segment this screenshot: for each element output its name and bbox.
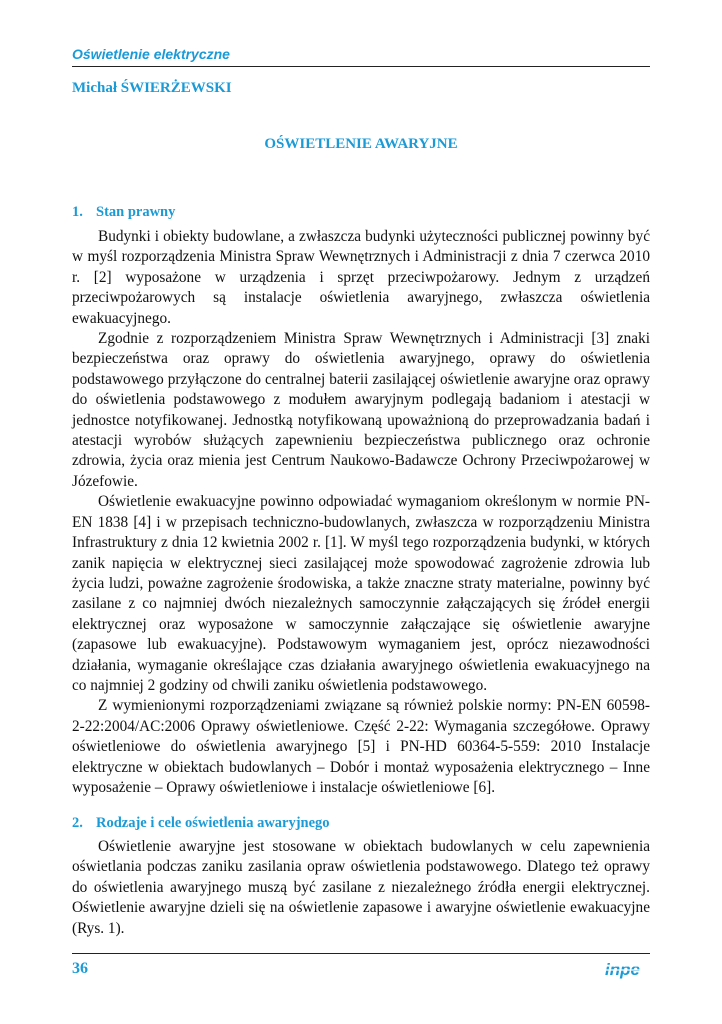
author-name: Michał ŚWIERŻEWSKI [72,80,232,96]
paragraph: Budynki i obiekty budowlane, a zwłaszcza budynki użyteczności publicznej powinny być w myśl rozporządzenia Ministra Spraw Wewnętrznych i Administracji z dnia 7 czerwca 2010 r. [2] wyposażone w urządzenia i sprzęt przeciwpożarowy. Jednym z urządzeń przeciwpożarowych są instalacje oświetlenia awaryjnego, zwłaszcza oświetlenia ewakuacyjnego. [72,228,650,327]
section-2-title: Rodzaje i cele oświetlenia awaryjnego [96,815,330,831]
article-title: OŚWIETLENIE AWARYJNE [264,136,458,152]
logo-text: inpe [605,960,640,979]
section-1-heading [72,204,175,221]
section-2-number: 2. [72,815,83,831]
section-1-number: 1. [72,204,83,220]
paragraph: Oświetlenie awaryjne jest stosowane w obiektach budowlanych w celu zapewnienia oświetlania podczas zaniku zasilania opraw oświetlenia podstawowego. Dlatego też oprawy do oświetlenia awaryjnego muszą być zasilane z niezależnego źródła energii elektrycznej. Oświetlenie awaryjne dzieli się na oświetlenie zapasowe i awaryjne oświetlenie ewakuacyjne (Rys. 1). [72,838,650,937]
header-rule [72,66,650,67]
section-2-heading [72,815,330,832]
paragraph: Oświetlenie ewakuacyjne powinno odpowiadać wymaganiom określonym w normie PN-EN 1838 [4] i w przepisach techniczno-budowlanych, zwłaszcza w rozporządzeniu Ministra Infrastruktury z dnia 12 kwietnia 2002 r. [1]. W myśl tego rozporządzenia budynki, w których zanik napięcia w elektrycznej sieci zasilającej może spowodować zagrożenie zdrowia lub życia ludzi, poważne zagrożenie środowiska, a także znaczne straty materialne, powinny być zasilane z co najmniej dwóch niezależnych samoczynnie załączających się źródeł energii elektrycznej oraz wyposażone w samoczynnie załączające się oświetlenie awaryjne (zapasowe lub ewakuacyjne). Podstawowym wymaganiem jest, oprócz niezawodności działania, wymaganie określające czas działania awaryjnego oświetlenia ewakuacyjnego na co najmniej 2 godziny od chwili zaniku oświetlenia podstawowego. [72,493,650,694]
paragraph: Z wymienionymi rozporządzeniami związane są również polskie normy: PN-EN 60598-2-22:2004/AC:2006 Oprawy oświetleniowe. Część 2-22: Wymagania szczegółowe. Oprawy oświetleniowe do oświetlenia awaryjnego [5] i PN-HD 60364-5-559: 2010 Instalacje elektryczne w obiektach budowlanych – Dobór i montaż wyposażenia elektrycznego – Inne wyposażenie – Oprawy oświetleniowe i instalacje oświetleniowe [6]. [72,697,650,796]
inpe-logo [604,959,650,979]
section-1-body [72,227,650,798]
section-2-body [72,837,650,939]
page-number: 36 [72,960,88,977]
paragraph: Zgodnie z rozporządzeniem Ministra Spraw Wewnętrznych i Administracji [3] znaki bezpieczeństwa oraz oprawy do oświetlenia awaryjnego, oprawy do oświetlenia podstawowego przyłączone do centralnej baterii zasilającej oświetlenie awaryjne oraz oprawy do oświetlenia podstawowego z modułem awaryjnym podlegają badaniom i atestacji w jednostce notyfikowanej. Jednostką notyfikowaną upoważnioną do przeprowadzania badań i atestacji wyrobów służących zapewnieniu bezpieczeństwa publicznego oraz ochronie zdrowia, życia oraz mienia jest Centrum Naukowo-Badawcze Ochrony Przeciwpożarowej w Józefowie. [72,330,650,490]
journal-running-head: Oświetlenie elektryczne [72,46,230,62]
footer-rule [72,953,650,954]
section-1-title: Stan prawny [96,204,176,220]
